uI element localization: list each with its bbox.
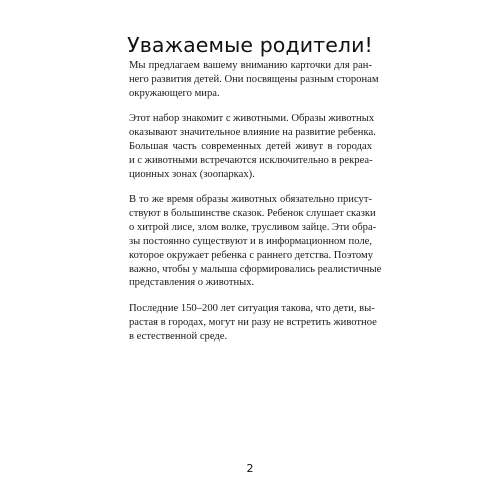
paragraph-4 bbox=[129, 302, 377, 344]
text-line: зы постоянно существуют и в информационном поле, bbox=[129, 235, 372, 247]
text-line: окружающего мира. bbox=[129, 87, 220, 99]
text-line: растая в городах, могут ни разу не встретить животное bbox=[129, 316, 377, 328]
text-line: него развития детей. Они посвящены разным сторонам bbox=[129, 73, 379, 85]
text-line: о хитрой лисе, злом волке, трусливом зайце. Эти обра- bbox=[129, 221, 377, 233]
text-line: Большая часть современных детей живут в городах bbox=[129, 140, 372, 152]
text-line: Этот набор знакомит с животными. Образы животных bbox=[129, 113, 375, 125]
text-line: ствуют в большинстве сказок. Ребенок слушает сказки bbox=[129, 207, 376, 219]
text-line: которое окружает ребенка с раннего детства. Поэтому bbox=[129, 249, 374, 261]
paragraph-2 bbox=[129, 112, 376, 182]
text-line: оказывают значительное влияние на развитие ребенка. bbox=[129, 127, 376, 139]
paragraph-1 bbox=[129, 59, 379, 101]
text-line: представления о животных. bbox=[129, 277, 255, 289]
text-line: в естественной среде. bbox=[129, 330, 228, 342]
page-title: Уважаемые родители! bbox=[127, 33, 373, 57]
paragraph-3 bbox=[129, 193, 382, 290]
text-line: Мы предлагаем вашему вниманию карточки для ран- bbox=[129, 60, 372, 71]
text-line: важно, чтобы у малыша сформировались реалистичные bbox=[129, 263, 382, 275]
text-line: ционных зонах (зоопарках). bbox=[129, 168, 255, 180]
text-line: Последние 150–200 лет ситуация такова, что дети, вы- bbox=[129, 302, 375, 314]
body-text bbox=[129, 59, 382, 355]
text-line: и с животными встречаются исключительно в рекреа- bbox=[129, 154, 373, 166]
text-line: В то же время образы животных обязательно присут- bbox=[129, 194, 372, 206]
page-number: 2 bbox=[246, 462, 254, 475]
